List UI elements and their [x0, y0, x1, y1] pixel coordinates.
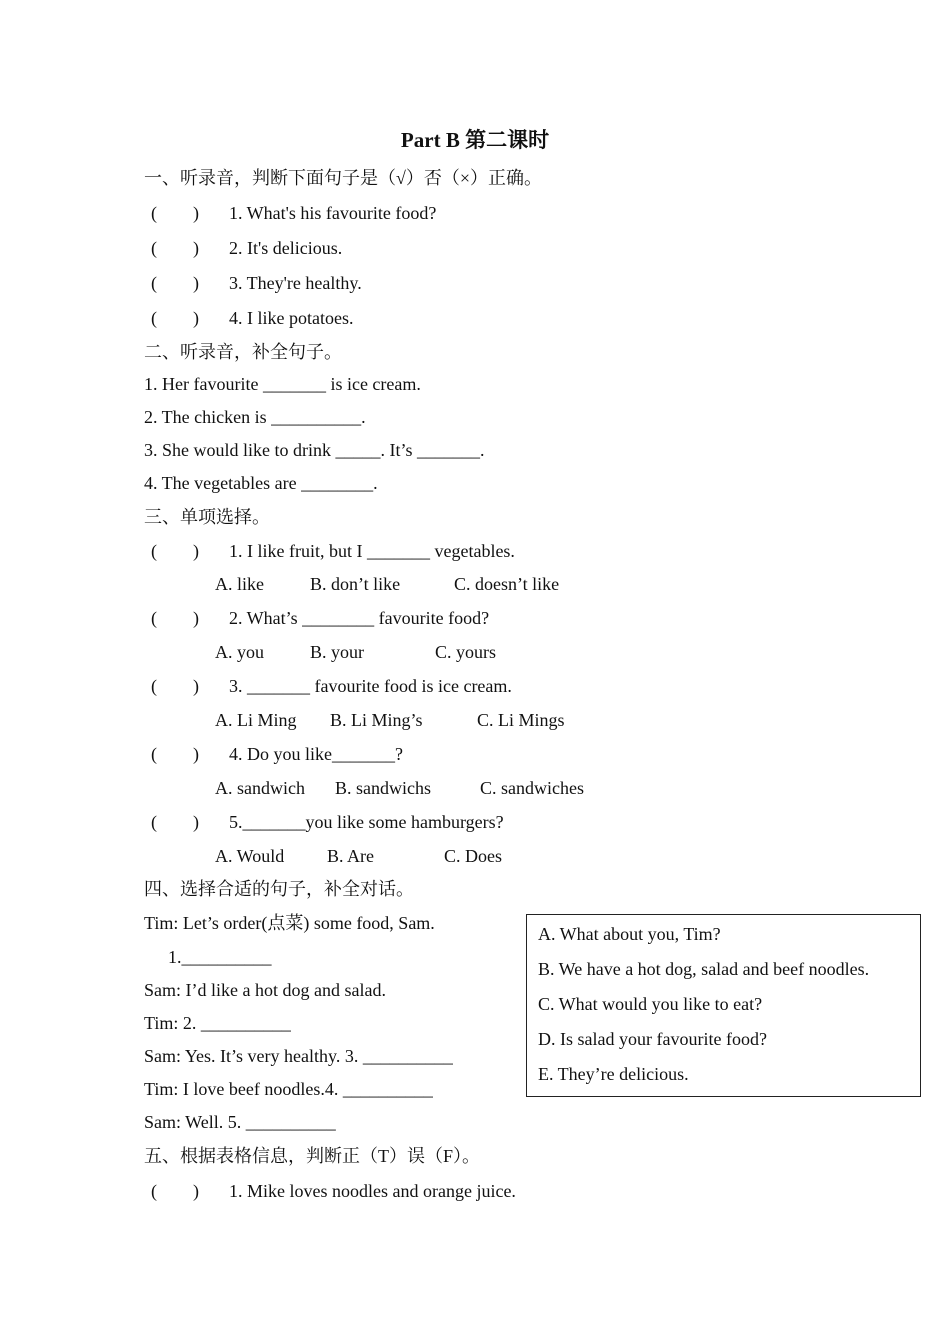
s1-item-text: 1. What's his favourite food?	[229, 203, 437, 223]
dialogue-line-5: Sam: Yes. It’s very healthy. 3. __________	[144, 1046, 453, 1066]
answer-paren: ( )	[151, 308, 199, 328]
options-box	[526, 914, 921, 1097]
section-5-heading: 五、根据表格信息，判断正（T）误（F）。	[144, 1146, 481, 1166]
dialogue-line-3: Sam: I’d like a hot dog and salad.	[144, 980, 386, 1000]
answer-paren: ( )	[151, 744, 199, 764]
s3-question-text: 3. _______ favourite food is ice cream.	[229, 676, 512, 696]
s5-item-1	[151, 1180, 516, 1202]
s1-item-1	[151, 202, 436, 224]
s1-item-4	[151, 307, 353, 329]
section-2-heading: 二、听录音，补全句子。	[144, 342, 342, 362]
s3-q1-option-c: C. doesn’t like	[454, 574, 560, 594]
s3-question-text: 4. Do you like_______?	[229, 744, 403, 764]
s3-question-text: 1. I like fruit, but I _______ vegetables.	[229, 541, 515, 561]
s3-question-5	[151, 811, 504, 833]
answer-paren: ( )	[151, 541, 199, 561]
s3-q3-option-c: C. Li Mings	[477, 710, 565, 730]
dialogue-line-2: 1.__________	[168, 947, 272, 967]
s3-q2-option-b: B. your	[310, 642, 364, 662]
s3-q5-option-a: A. Would	[215, 846, 285, 866]
s3-q1-option-a: A. like	[215, 574, 264, 594]
s3-q2-option-c: C. yours	[435, 642, 497, 662]
box-option-c: C. What would you like to eat?	[538, 994, 763, 1014]
s1-item-3	[151, 272, 362, 294]
s2-item-1: 1. Her favourite _______ is ice cream.	[144, 374, 421, 394]
s3-q5-option-b: B. Are	[327, 846, 374, 866]
s3-q3-option-a: A. Li Ming	[215, 710, 297, 730]
s2-item-4: 4. The vegetables are ________.	[144, 473, 378, 493]
s3-question-text: 5._______you like some hamburgers?	[229, 812, 504, 832]
box-option-e: E. They’re delicious.	[538, 1064, 689, 1084]
answer-paren: ( )	[151, 203, 199, 223]
answer-paren: ( )	[151, 1181, 199, 1201]
s3-q1-option-b: B. don’t like	[310, 574, 401, 594]
s3-question-4	[151, 743, 403, 765]
answer-paren: ( )	[151, 238, 199, 258]
s1-item-text: 3. They're healthy.	[229, 273, 362, 293]
answer-paren: ( )	[151, 608, 199, 628]
section-4-heading: 四、选择合适的句子，补全对话。	[144, 879, 414, 899]
s2-item-2: 2. The chicken is __________.	[144, 407, 366, 427]
dialogue-line-7: Sam: Well. 5. __________	[144, 1112, 336, 1132]
s3-q4-option-b: B. sandwichs	[335, 778, 431, 798]
s3-question-3	[151, 675, 512, 697]
s1-item-text: 2. It's delicious.	[229, 238, 343, 258]
s3-q5-option-c: C. Does	[444, 846, 502, 866]
s3-question-1	[151, 540, 515, 562]
box-option-a: A. What about you, Tim?	[538, 924, 721, 944]
page-title: Part B 第二课时	[400, 128, 550, 152]
s3-q4-option-c: C. sandwiches	[480, 778, 584, 798]
s2-item-3: 3. She would like to drink _____. It’s _______.	[144, 440, 485, 460]
answer-paren: ( )	[151, 812, 199, 832]
answer-paren: ( )	[151, 273, 199, 293]
s3-question-2	[151, 607, 489, 629]
s3-q4-option-a: A. sandwich	[215, 778, 305, 798]
s3-question-text: 2. What’s ________ favourite food?	[229, 608, 490, 628]
box-option-b: B. We have a hot dog, salad and beef noodles.	[538, 959, 870, 979]
s1-item-2	[151, 237, 342, 259]
section-3-heading: 三、单项选择。	[144, 507, 270, 527]
dialogue-line-4: Tim: 2. __________	[144, 1013, 291, 1033]
box-option-d: D. Is salad your favourite food?	[538, 1029, 767, 1049]
s3-q2-option-a: A. you	[215, 642, 264, 662]
dialogue-line-1: Tim: Let’s order(点菜) some food, Sam.	[144, 913, 435, 933]
section-1-heading: 一、听录音，判断下面句子是（√）否（×）正确。	[144, 168, 543, 188]
s3-q3-option-b: B. Li Ming’s	[330, 710, 423, 730]
s1-item-text: 4. I like potatoes.	[229, 308, 354, 328]
answer-paren: ( )	[151, 676, 199, 696]
s5-item-text: 1. Mike loves noodles and orange juice.	[229, 1181, 516, 1201]
dialogue-line-6: Tim: I love beef noodles.4. __________	[144, 1079, 433, 1099]
